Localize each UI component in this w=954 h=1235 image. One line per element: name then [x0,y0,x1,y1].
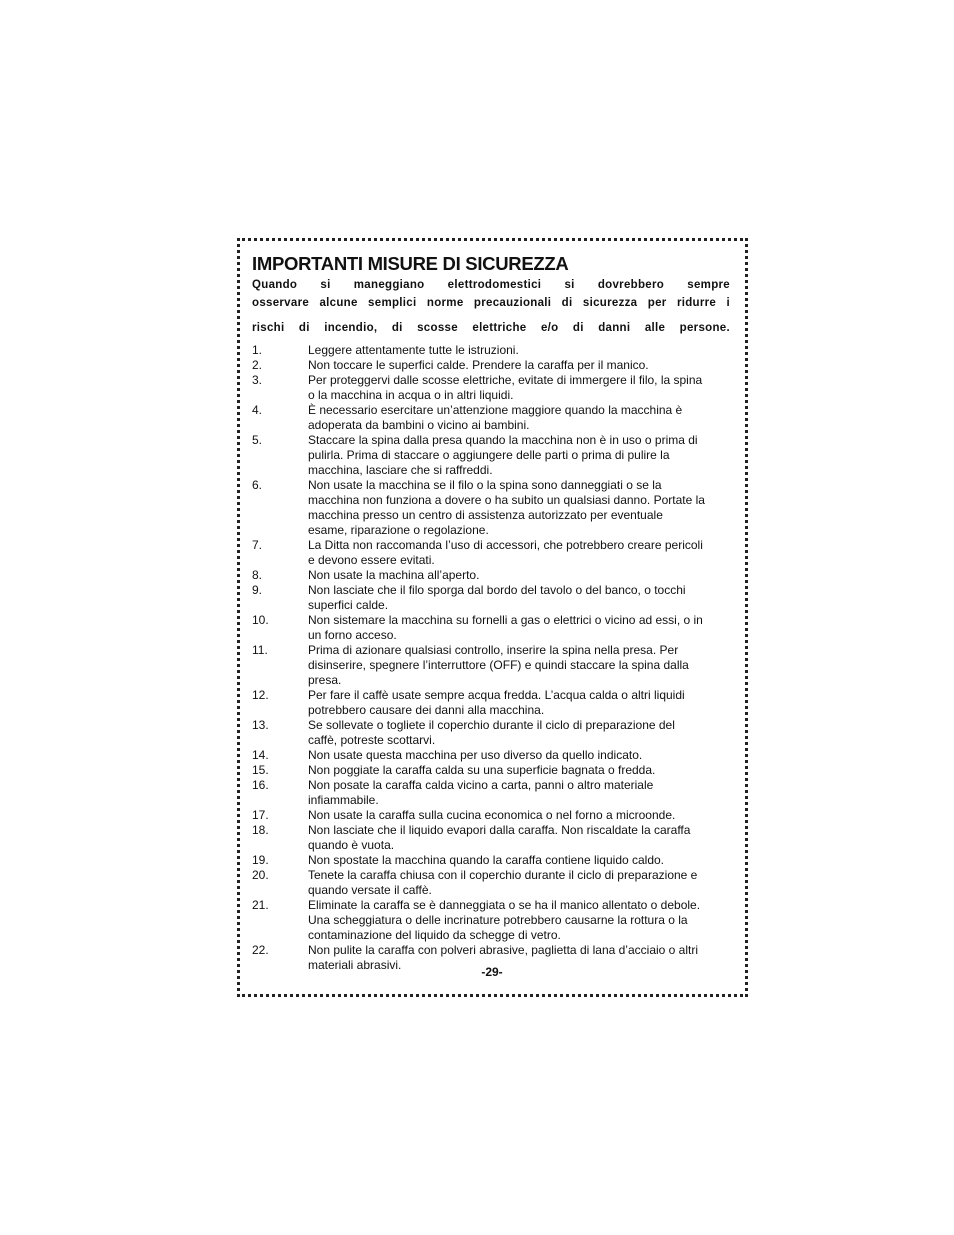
list-item [252,538,730,568]
item-text: Non poggiate la caraffa calda su una superficie bagnata o fredda. [308,763,656,777]
item-text: Non lasciate che il liquido evapori dalla caraffa. Non riscaldate la caraffa quando è vuota. [308,823,691,852]
page-number: -29- [481,965,503,979]
item-number: 19. [252,853,269,867]
item-number: 2. [252,358,263,372]
safety-list [252,343,730,973]
list-item [252,613,730,643]
item-text: Non spostate la macchina quando la caraffa contiene liquido caldo. [308,853,665,867]
item-text: È necessario esercitare un’attenzione maggiore quando la macchina è adoperata da bambini o vicino ai bambini. [308,403,683,432]
item-number: 20. [252,868,269,882]
item-text: Non usate la machina all’aperto. [308,568,480,582]
item-number: 21. [252,898,269,912]
item-number: 16. [252,778,269,792]
list-item [252,403,730,433]
list-item [252,688,730,718]
list-item [252,373,730,403]
item-number: 15. [252,763,269,777]
list-item [252,433,730,478]
item-text: Tenete la caraffa chiusa con il coperchio durante il ciclo di preparazione e quando versate il caffè. [308,868,698,897]
list-item [252,478,730,538]
item-number: 11. [252,643,268,657]
intro-paragraph [252,276,730,337]
item-text: Per fare il caffè usate sempre acqua fredda. L’acqua calda o altri liquidi potrebbero causare dei danni alla macchina. [308,688,685,717]
list-item [252,868,730,898]
list-item [252,853,730,868]
page-title: IMPORTANTI MISURE DI SICUREZZA [252,253,569,274]
item-text: Per proteggervi dalle scosse elettriche, evitate di immergere il filo, la spina o la macchina in acqua o in altri liquidi. [308,373,703,402]
item-text: Non usate questa macchina per uso diverso da quello indicato. [308,748,643,762]
list-item [252,748,730,763]
item-text: Non sistemare la macchina su fornelli a gas o elettrici o vicino ad essi, o in un forno acceso. [308,613,703,642]
list-item [252,898,730,943]
intro-line: Quando si maneggiano elettrodomestici si dovrebbero sempre [252,279,730,291]
item-number: 17. [252,808,269,822]
list-item [252,643,730,688]
intro-line: osservare alcune semplici norme precauzionali di sicurezza per ridurre i [252,297,730,309]
item-text: Leggere attentamente tutte le istruzioni. [308,343,519,357]
list-item [252,343,730,358]
list-item [252,568,730,583]
item-text: La Ditta non raccomanda l’uso di accessori, che potrebbero creare pericoli e devono essere evitati. [308,538,703,567]
item-number: 9. [252,583,263,597]
item-text: Non usate la macchina se il filo o la spina sono danneggiati o se la macchina non funziona a dovere o ha subito un qualsiasi danno. Portate la macchina presso un centro di assistenza autorizzato per eventuale esame, riparazione o regolazione. [308,478,705,537]
item-text: Non toccare le superfici calde. Prendere la caraffa per il manico. [308,358,649,372]
item-text: Staccare la spina dalla presa quando la macchina non è in uso o prima di pulirla. Prima di staccare o aggiungere delle parti o prima di pulire la macchina, lasciare che si raffreddi. [308,433,698,477]
item-number: 22. [252,943,269,957]
item-number: 5. [252,433,263,447]
safety-section [252,252,730,973]
list-item [252,583,730,613]
item-number: 7. [252,538,263,552]
item-number: 6. [252,478,263,492]
item-number: 12. [252,688,269,702]
item-number: 4. [252,403,263,417]
list-item [252,778,730,808]
item-number: 10. [252,613,269,627]
item-text: Non usate la caraffa sulla cucina economica o nel forno a microonde. [308,808,676,822]
item-number: 13. [252,718,269,732]
item-number: 14. [252,748,269,762]
intro-line: rischi di incendio, di scosse elettriche e/o di danni alle persone. [252,322,730,334]
item-text: Eliminate la caraffa se è danneggiata o se ha il manico allentato o debole. Una scheggiatura o delle incrinature potrebbero causarne la rottura o la contaminazione del liquido da schegge di vetro. [308,898,701,942]
item-text: Non posate la caraffa calda vicino a carta, panni o altro materiale infiammabile. [308,778,654,807]
item-text: Se sollevate o togliete il coperchio durante il ciclo di preparazione del caffè, potreste scottarvi. [308,718,675,747]
item-number: 8. [252,568,263,582]
item-number: 1. [252,343,263,357]
list-item [252,763,730,778]
item-text: Non pulite la caraffa con polveri abrasive, paglietta di lana d’acciaio o altri materiali abrasivi. [308,943,699,972]
item-text: Non lasciate che il filo sporga dal bordo del tavolo o del banco, o tocchi superfici calde. [308,583,686,612]
list-item [252,823,730,853]
list-item [252,718,730,748]
item-number: 18. [252,823,269,837]
list-item [252,358,730,373]
item-text: Prima di azionare qualsiasi controllo, inserire la spina nella presa. Per disinserire, spegnere l’interruttore (OFF) e quindi staccare la spina dalla presa. [308,643,689,687]
list-item [252,808,730,823]
item-number: 3. [252,373,263,387]
